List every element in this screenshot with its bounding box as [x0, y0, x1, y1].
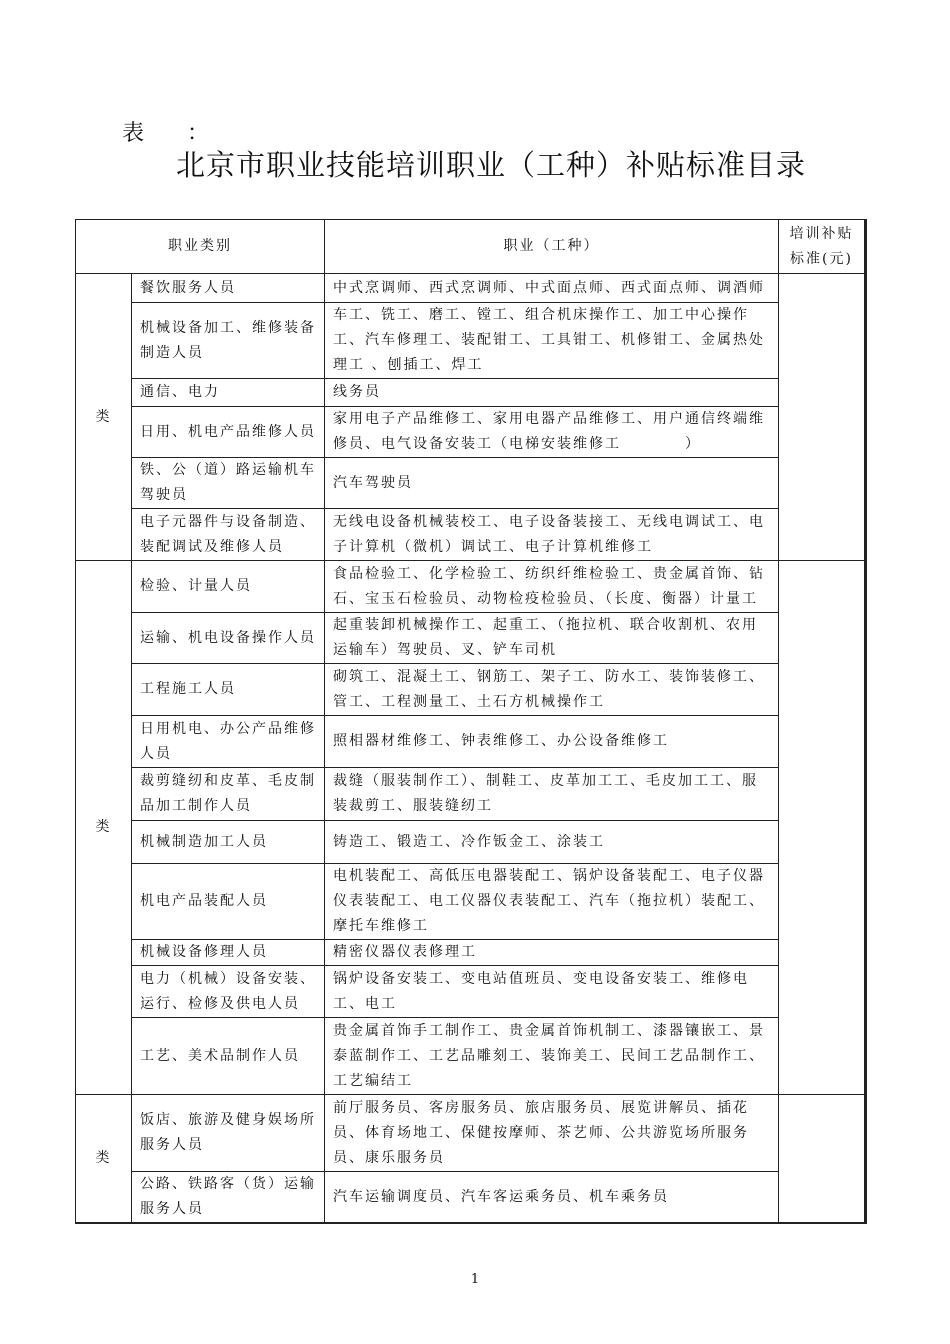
group-label: 类: [76, 561, 132, 1095]
occupation-cell: 精密仪器仪表修理工: [325, 940, 779, 966]
table-row: [76, 716, 866, 768]
page-title: 北京市职业技能培训职业（工种）补贴标准目录: [176, 148, 807, 182]
category-cell: 日用、机电产品维修人员: [132, 407, 325, 458]
subsidy-standard-table: [75, 219, 867, 1224]
table-row: [76, 561, 866, 613]
table-row: [76, 1018, 866, 1095]
table-row: [76, 613, 866, 664]
table-row: [76, 864, 866, 940]
occupation-cell: 照相器材维修工、钟表维修工、办公设备维修工: [325, 716, 779, 768]
category-cell: 公路、铁路客（货）运输服务人员: [132, 1172, 325, 1224]
category-cell: 运输、机电设备操作人员: [132, 613, 325, 664]
category-cell: 机电产品装配人员: [132, 864, 325, 940]
occupation-cell: 无线电设备机械装校工、电子设备装接工、无线电调试工、电子计算机（微机）调试工、电子计算机维修工: [325, 509, 779, 561]
group-label: 类: [76, 1095, 132, 1224]
occupation-cell: 砌筑工、混凝土工、钢筋工、架子工、防水工、装饰装修工、管工、工程测量工、土石方机械操作工: [325, 664, 779, 716]
occupation-cell: 食品检验工、化学检验工、纺织纤维检验工、贵金属首饰、钻石、宝玉石检验员、动物检疫检验员、（长度、衡器）计量工: [325, 561, 779, 613]
subsidy-cell: [779, 274, 866, 561]
occupation-cell: 起重装卸机械操作工、起重工、（拖拉机、联合收割机、农用运输车）驾驶员、叉、铲车司机: [325, 613, 779, 664]
category-cell: 机械设备修理人员: [132, 940, 325, 966]
occupation-cell: 家用电子产品维修工、家用电器产品维修工、用户通信终端维修员、电气设备安装工（电梯安装维修工 ）: [325, 407, 779, 458]
subsidy-cell: [779, 1095, 866, 1224]
table-row: [76, 458, 866, 509]
occupation-cell: 线务员: [325, 379, 779, 407]
table-label: 表 ：: [122, 121, 227, 146]
occupation-cell: 车工、铣工、磨工、镗工、组合机床操作工、加工中心操作工、汽车修理工、装配钳工、工具钳工、机修钳工、金属热处理工 、刨插工、焊工: [325, 303, 779, 379]
table-row: [76, 966, 866, 1018]
occupation-cell: 中式烹调师、西式烹调师、中式面点师、西式面点师、调酒师: [325, 274, 779, 303]
occupation-cell: 汽车运输调度员、汽车客运乘务员、机车乘务员: [325, 1172, 779, 1224]
table-row: [76, 940, 866, 966]
header-subsidy: 培训补贴标准(元): [779, 220, 866, 274]
table-row: [76, 768, 866, 821]
occupation-cell: 贵金属首饰手工制作工、贵金属首饰机制工、漆器镶嵌工、景泰蓝制作工、工艺品雕刻工、装饰美工、民间工艺品制作工、工艺编结工: [325, 1018, 779, 1095]
table-row: [76, 1095, 866, 1172]
category-cell: 电力（机械）设备安装、运行、检修及供电人员: [132, 966, 325, 1018]
header-occupation: 职业（工种）: [325, 220, 779, 274]
category-cell: 裁剪缝纫和皮革、毛皮制品加工制作人员: [132, 768, 325, 821]
category-cell: 饭店、旅游及健身娱场所服务人员: [132, 1095, 325, 1172]
category-cell: 机械制造加工人员: [132, 821, 325, 864]
table-row: [76, 407, 866, 458]
table-row: [76, 821, 866, 864]
table-row: [76, 379, 866, 407]
category-cell: 通信、电力: [132, 379, 325, 407]
category-cell: 机械设备加工、维修装备制造人员: [132, 303, 325, 379]
occupation-cell: 铸造工、锻造工、冷作钣金工、涂装工: [325, 821, 779, 864]
category-cell: 电子元器件与设备制造、装配调试及维修人员: [132, 509, 325, 561]
category-cell: 检验、计量人员: [132, 561, 325, 613]
table-row: [76, 664, 866, 716]
occupation-cell: 汽车驾驶员: [325, 458, 779, 509]
category-cell: 餐饮服务人员: [132, 274, 325, 303]
table-header-row: [76, 220, 866, 274]
occupation-cell: 裁缝（服装制作工）、制鞋工、皮革加工工、毛皮加工工、服装裁剪工、服装缝纫工: [325, 768, 779, 821]
table-row: [76, 274, 866, 303]
category-cell: 工艺、美术品制作人员: [132, 1018, 325, 1095]
occupation-cell: 前厅服务员、客房服务员、旅店服务员、展览讲解员、插花员、体育场地工、保健按摩师、茶艺师、公共游览场所服务员、康乐服务员: [325, 1095, 779, 1172]
table-row: [76, 509, 866, 561]
occupation-cell: 锅炉设备安装工、变电站值班员、变电设备安装工、维修电工、电工: [325, 966, 779, 1018]
table-row: [76, 303, 866, 379]
category-cell: 日用机电、办公产品维修人员: [132, 716, 325, 768]
group-label: 类: [76, 274, 132, 561]
occupation-cell: 电机装配工、高低压电器装配工、锅炉设备装配工、电子仪器仪表装配工、电工仪器仪表装配工、汽车（拖拉机）装配工、摩托车维修工: [325, 864, 779, 940]
table-row: [76, 1172, 866, 1224]
page-number: 1: [470, 1272, 480, 1287]
category-cell: 工程施工人员: [132, 664, 325, 716]
subsidy-cell: [779, 561, 866, 1095]
header-category: 职业类别: [76, 220, 325, 274]
category-cell: 铁、公（道）路运输机车驾驶员: [132, 458, 325, 509]
